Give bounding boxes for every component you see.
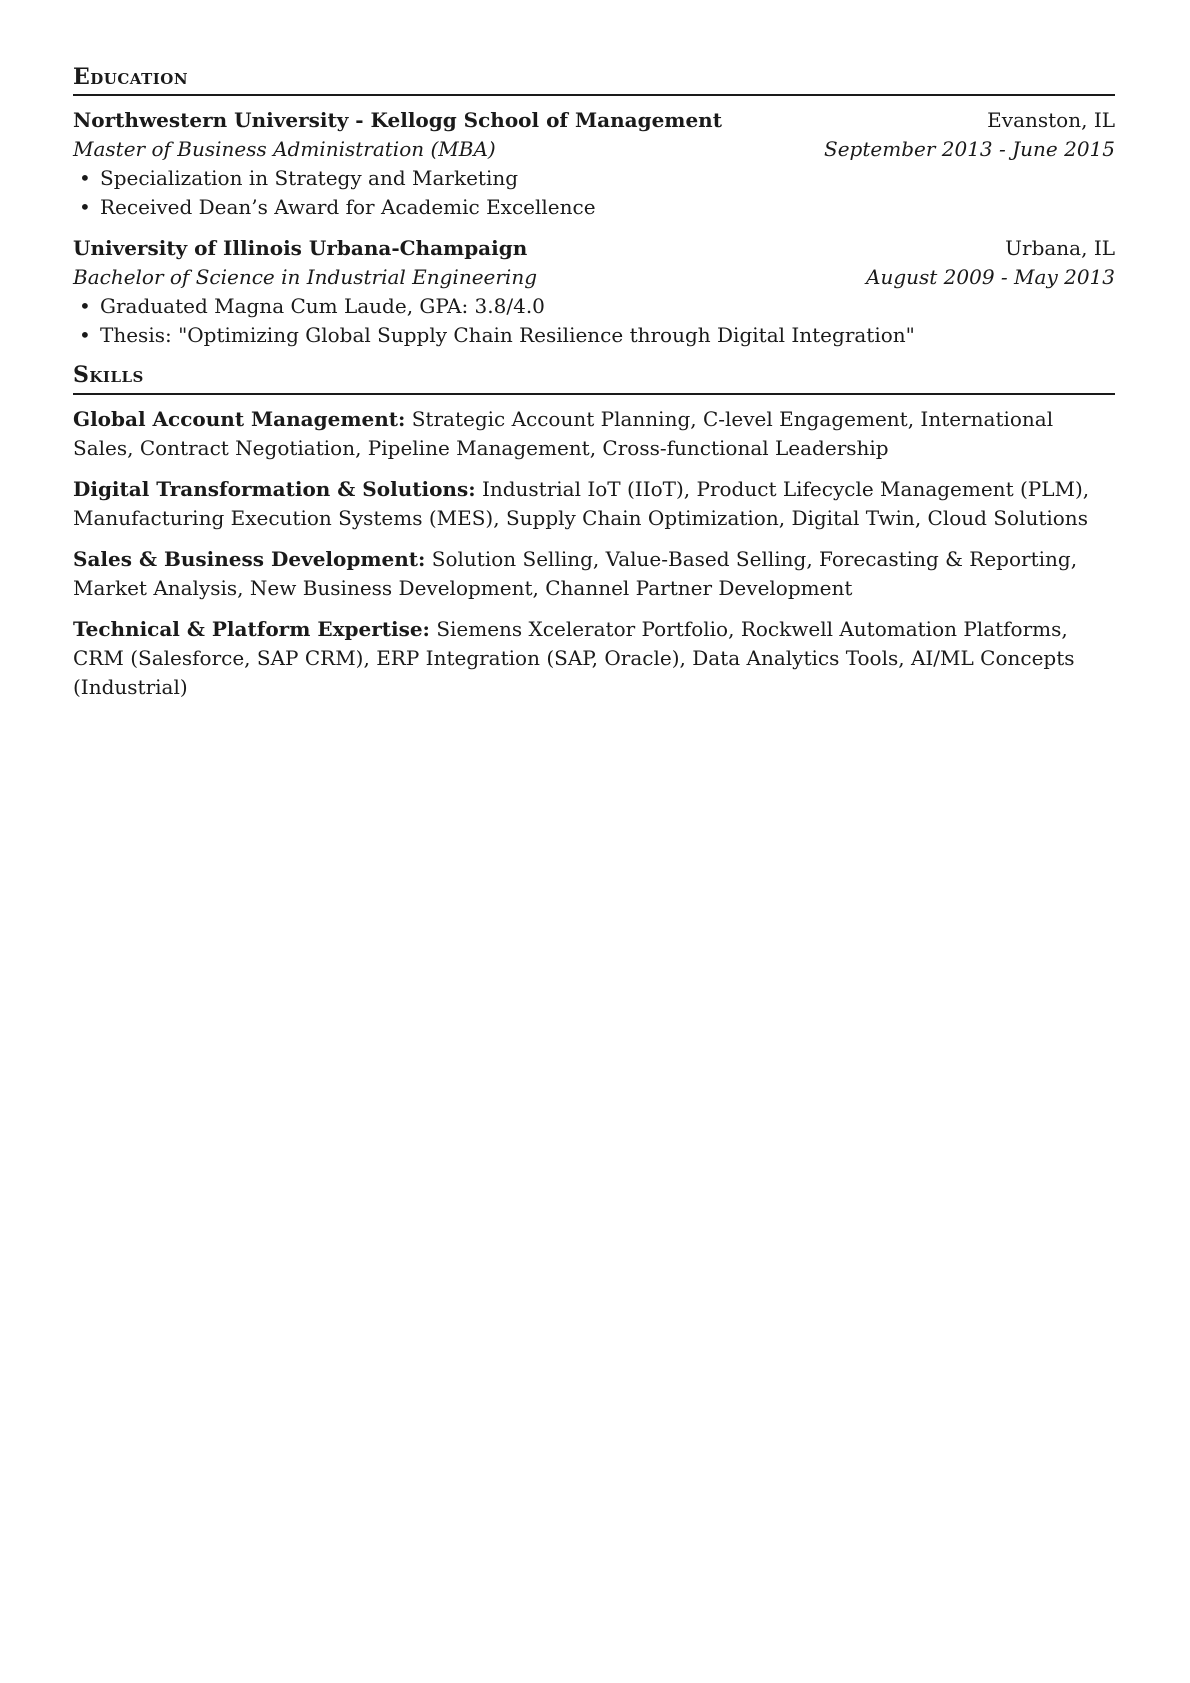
section-title-skills: Skills (73, 362, 1115, 394)
education-header-row (73, 234, 1115, 263)
education-section (73, 64, 1115, 350)
skill-item (73, 405, 1115, 463)
school-location: Evanston, IL (987, 108, 1115, 133)
education-degree-row (73, 263, 1115, 292)
education-dates: September 2013 - June 2015 (824, 137, 1115, 162)
skill-text: Industrial IoT (IIoT), Product Lifecycle Management (PLM), Manufacturing Execution Systems (MES), Supply Chain Optimization, Digital Twin, Cloud Solutions (73, 476, 1090, 530)
skill-label: Technical & Platform Expertise: (73, 616, 430, 641)
skill-text: Solution Selling, Value-Based Selling, Forecasting & Reporting, Market Analysis, New Business Development, Channel Partner Development (73, 546, 1078, 600)
skill-text: Strategic Account Planning, C-level Engagement, International Sales, Contract Negotiation, Pipeline Management, Cross-functional Leadership (73, 406, 1054, 460)
list-item: • Received Dean’s Award for Academic Excellence (73, 193, 1115, 222)
school-name: Northwestern University - Kellogg School of Management (73, 108, 722, 133)
skill-label: Global Account Management: (73, 406, 406, 431)
list-item: • Thesis: "Optimizing Global Supply Chain Resilience through Digital Integration" (73, 321, 1115, 350)
section-title-education: Education (73, 64, 1115, 96)
skill-label: Digital Transformation & Solutions: (73, 476, 476, 501)
degree: Master of Business Administration (MBA) (73, 137, 496, 162)
education-bullets (73, 164, 1115, 222)
skill-label: Sales & Business Development: (73, 546, 426, 571)
list-item: • Graduated Magna Cum Laude, GPA: 3.8/4.0 (73, 292, 1115, 321)
skill-text: Siemens Xcelerator Portfolio, Rockwell Automation Platforms, CRM (Salesforce, SAP CRM), ERP Integration (SAP, Oracle), Data Analytics Tools, AI/ML Concepts (Industrial) (73, 616, 1075, 699)
school-name: University of Illinois Urbana-Champaign (73, 236, 528, 261)
education-dates: August 2009 - May 2013 (866, 265, 1115, 290)
skill-item (73, 545, 1115, 603)
skill-item (73, 615, 1115, 702)
degree: Bachelor of Science in Industrial Engineering (73, 265, 538, 290)
skills-section (73, 362, 1115, 701)
education-entry (73, 234, 1115, 350)
school-location: Urbana, IL (1005, 236, 1115, 261)
education-header-row (73, 106, 1115, 135)
skill-item (73, 475, 1115, 533)
education-bullets (73, 292, 1115, 350)
list-item: • Specialization in Strategy and Marketing (73, 164, 1115, 193)
education-degree-row (73, 135, 1115, 164)
education-entry (73, 106, 1115, 222)
